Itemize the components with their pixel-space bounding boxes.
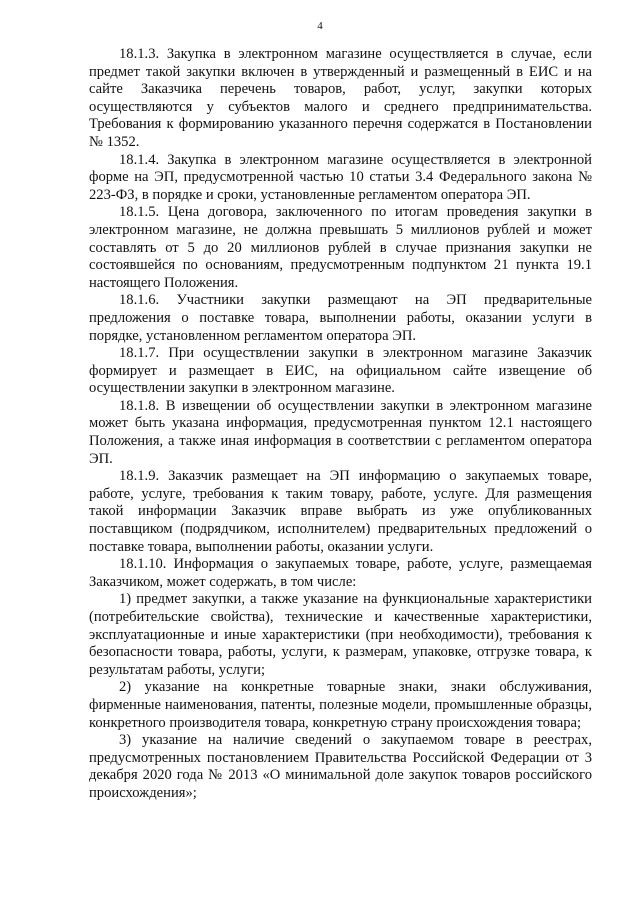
paragraph-18-1-4: 18.1.4. Закупка в электронном магазине осуществляется в электронной форме на ЭП, предусмотренной частью 10 статьи 3.4 Федерального закона № 223-ФЗ, в порядке и сроки, установленные регламентом оператора ЭП. [89, 151, 592, 203]
paragraph-18-1-7: 18.1.7. При осуществлении закупки в электронном магазине Заказчик формирует и размещает в ЕИС, на официальном сайте извещение об осуществлении закупки в электронном магазине. [89, 345, 592, 397]
paragraph-18-1-10: 18.1.10. Информация о закупаемых товаре, работе, услуге, размещаемая Заказчиком, может содержать, в том числе: [89, 556, 592, 590]
page-number: 4 [317, 20, 323, 32]
paragraph-18-1-5: 18.1.5. Цена договора, заключенного по итогам проведения закупки в электронном магазине, не должна превышать 5 миллионов рублей и может составлять от 5 до 20 миллионов рублей в случае признания закупки не состоявшейся по основаниям, предусмотренным подпунктом 21 пункта 19.1 настоящего Положения. [89, 204, 592, 291]
list-item-2: 2) указание на конкретные товарные знаки, знаки обслуживания, фирменные наименования, патенты, полезные модели, промышленные образцы, конкретного производителя товара, конкретную страну происхождения товара; [89, 679, 592, 731]
document-body [89, 46, 592, 803]
paragraph-18-1-8: 18.1.8. В извещении об осуществлении закупки в электронном магазине может быть указана информация, предусмотренная пунктом 12.1 настоящего Положения, а также иная информация в соответствии с регламентом оператора ЭП. [89, 397, 592, 467]
paragraph-18-1-9: 18.1.9. Заказчик размещает на ЭП информацию о закупаемых товаре, работе, услуге, требования к таким товару, работе, услуге. Для размещения такой информации Заказчик вправе выбрать из уже опубликованных поставщиком (подрядчиком, исполнителем) предварительных предложений о поставке товара, выполнении работы, оказании услуги. [89, 468, 592, 555]
list-item-1: 1) предмет закупки, а также указание на функциональные характеристики (потребительские свойства), технические и качественные характеристики, эксплуатационные и иные характеристики (при необходимости), требования к безопасности товара, работы, услуги, к размерам, упаковке, отгрузке товара, к результатам работы, услуги; [89, 591, 592, 678]
list-item-3: 3) указание на наличие сведений о закупаемом товаре в реестрах, предусмотренных постановлением Правительства Российской Федерации от 3 декабря 2020 года № 2013 «О минимальной доле закупок товаров российского происхождения»; [89, 732, 592, 801]
paragraph-18-1-6: 18.1.6. Участники закупки размещают на ЭП предварительные предложения о поставке товара, выполнении работы, оказании услуги в порядке, установленном регламентом оператора ЭП. [89, 292, 592, 344]
paragraph-18-1-3: 18.1.3. Закупка в электронном магазине осуществляется в случае, если предмет такой закупки включен в утвержденный и размещенный в ЕИС и на сайте Заказчика перечень товаров, работ, услуг, закупки которых осуществляются у субъектов малого и среднего предпринимательства. Требования к формированию указанного перечня содержатся в Постановлении № 1352. [89, 46, 592, 150]
